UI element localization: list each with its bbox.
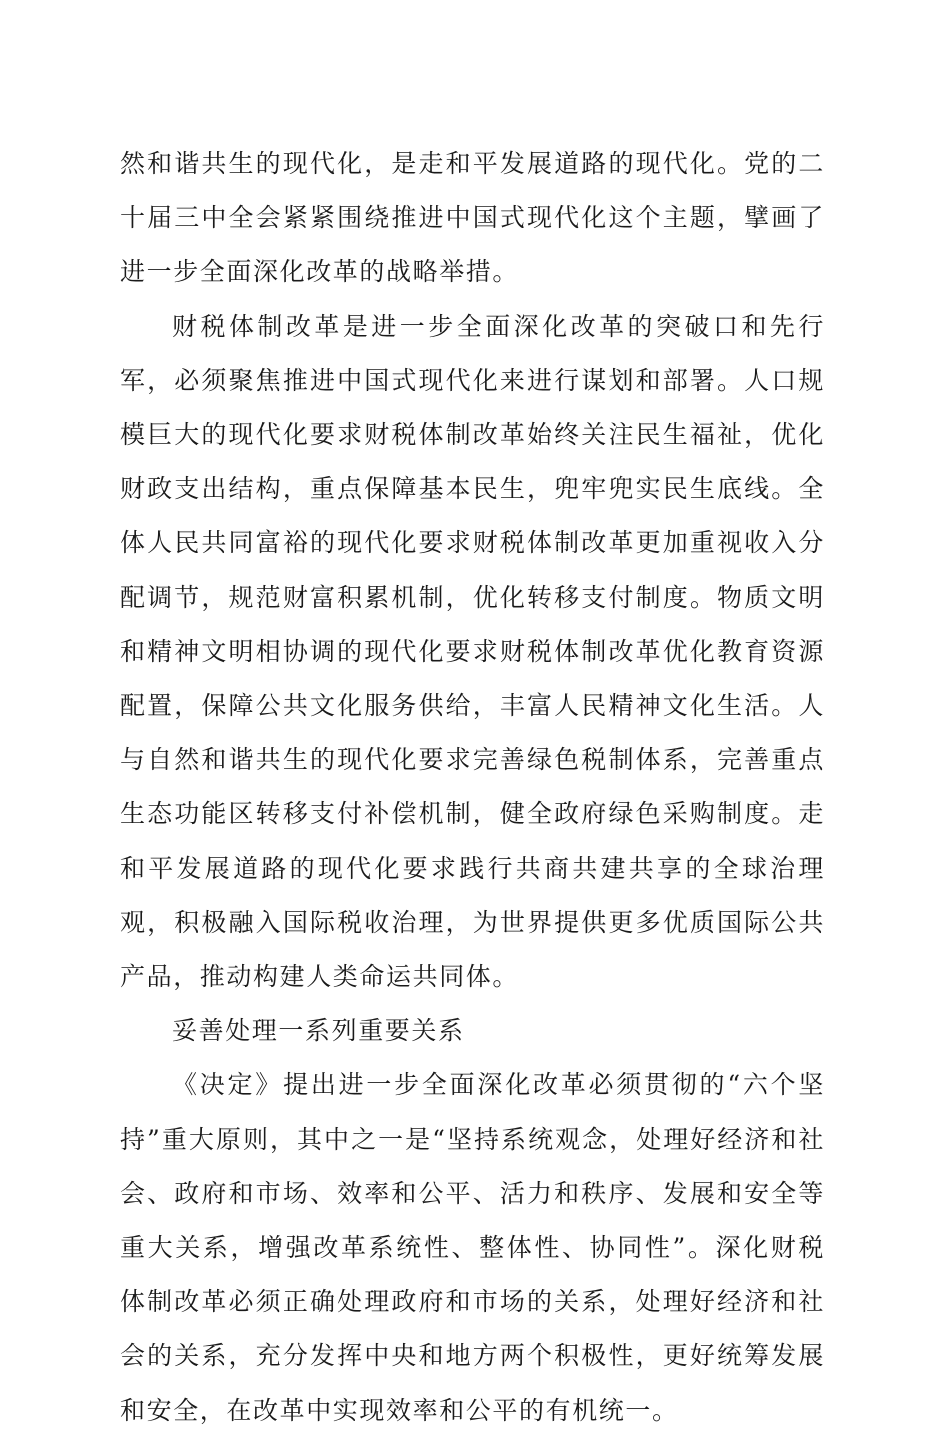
document-body: [120, 137, 825, 1438]
section-heading: 妥善处理一系列重要关系: [172, 1016, 465, 1046]
paragraph-fiscal-reform: 财税体制改革是进一步全面深化改革的突破口和先行军，必须聚焦推进中国式现代化来进行谋划和部署。人口规模巨大的现代化要求财税体制改革始终关注民生福祉，优化财政支出结构，重点保障基本民生，兜牢兜实民生底线。全体人民共同富裕的现代化要求财税体制改革更加重视收入分配调节，规范财富积累机制，优化转移支付制度。物质文明和精神文明相协调的现代化要求财税体制改革优化教育资源配置，保障公共文化服务供给，丰富人民精神文化生活。人与自然和谐共生的现代化要求完善绿色税制体系，完善重点生态功能区转移支付补偿机制，健全政府绿色采购制度。走和平发展道路的现代化要求践行共商共建共享的全球治理观，积极融入国际税收治理，为世界提供更多优质国际公共产品，推动构建人类命运共同体。: [120, 311, 825, 992]
paragraph-decision-principles: 《决定》提出进一步全面深化改革必须贯彻的“六个坚持”重大原则，其中之一是“坚持系统观念，处理好经济和社会、政府和市场、效率和公平、活力和秩序、发展和安全等重大关系，增强改革系统性、整体性、协同性”。深化财税体制改革必须正确处理政府和市场的关系，处理好经济和社会的关系，充分发挥中央和地方两个积极性，更好统筹发展和安全，在改革中实现效率和公平的有机统一。: [120, 1070, 825, 1425]
paragraph-continuation: 然和谐共生的现代化，是走和平发展道路的现代化。党的二十届三中全会紧紧围绕推进中国式现代化这个主题，擘画了进一步全面深化改革的战略举措。: [120, 149, 825, 287]
